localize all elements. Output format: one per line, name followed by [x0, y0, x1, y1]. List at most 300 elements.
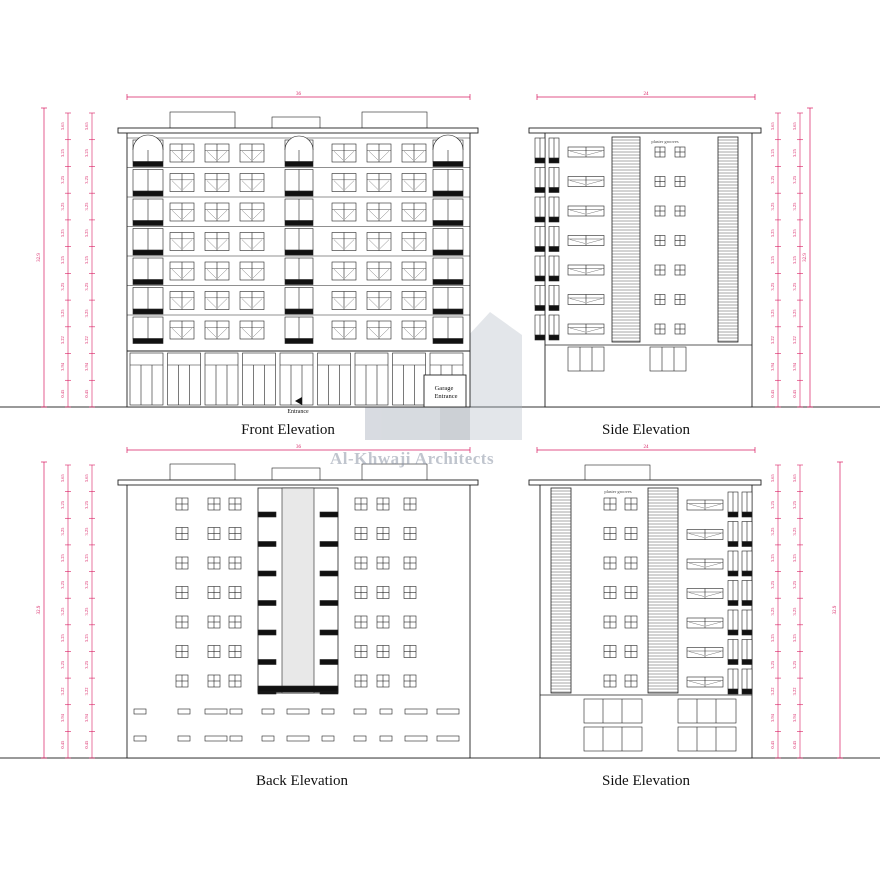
- front-elevation-title: Front Elevation: [241, 422, 335, 438]
- level-label: 3.25: [792, 202, 797, 211]
- side-small-window: [604, 646, 616, 658]
- watermark-text: Al-Khwaji Architects: [330, 449, 495, 468]
- level-label: 3.65: [84, 474, 89, 483]
- level-label: 3.65: [60, 474, 65, 483]
- level-label: 3.22: [770, 687, 775, 696]
- vent-window: [134, 736, 146, 741]
- window: [170, 144, 194, 162]
- window: [205, 203, 229, 221]
- back-window: [176, 528, 188, 540]
- level-label: 3.25: [770, 580, 775, 589]
- back-window: [208, 646, 220, 658]
- side-parapet: [529, 480, 761, 485]
- level-label: 3.22: [60, 687, 65, 696]
- vent-window: [178, 736, 190, 741]
- side-small-window: [655, 147, 665, 157]
- balcony: [285, 258, 313, 285]
- level-label: 3.25: [792, 634, 797, 643]
- balcony: [133, 288, 163, 315]
- back-window: [355, 675, 367, 687]
- level-label: 3.25: [770, 282, 775, 291]
- side-small-window: [625, 587, 637, 599]
- width-dimension: [537, 92, 755, 100]
- width-dimension: [127, 92, 470, 100]
- level-label: 3.25: [792, 607, 797, 616]
- side-window: [568, 265, 604, 275]
- level-label: 3.25: [770, 175, 775, 184]
- storefront-bay: [168, 353, 201, 405]
- back-window: [208, 557, 220, 569]
- garage-label: Garage: [434, 385, 454, 392]
- side-small-window: [675, 206, 685, 216]
- level-label: 3.25: [60, 607, 65, 616]
- side-elevation-title-top: Side Elevation: [602, 422, 690, 438]
- side-small-window: [675, 236, 685, 246]
- back-window: [377, 616, 389, 628]
- side-window: [568, 206, 604, 216]
- level-label: 3.25: [60, 256, 65, 264]
- stair-base: [258, 686, 338, 692]
- back-window: [229, 646, 241, 658]
- back-window: [377, 587, 389, 599]
- stair-band: [258, 630, 276, 635]
- side-balcony-left: [535, 227, 545, 252]
- level-label: 3.25: [84, 527, 89, 536]
- level-label: 0.45: [770, 389, 775, 398]
- level-label: 3.65: [770, 122, 775, 131]
- window: [332, 233, 356, 251]
- side-window: [687, 677, 723, 687]
- back-window: [404, 557, 416, 569]
- vent-window: [287, 709, 309, 714]
- level-label: 3.22: [770, 336, 775, 345]
- back-window: [404, 675, 416, 687]
- level-label: 3.94: [84, 362, 89, 371]
- window: [205, 174, 229, 192]
- side-window: [568, 324, 604, 334]
- window: [402, 203, 426, 221]
- level-label: 3.22: [60, 336, 65, 345]
- level-label: 0.45: [770, 740, 775, 749]
- level-label: 3.25: [60, 634, 65, 643]
- side-small-window: [675, 324, 685, 334]
- side-balcony-right: [728, 522, 738, 547]
- balcony: [285, 288, 313, 315]
- side-window: [568, 295, 604, 305]
- stair-band: [258, 660, 276, 665]
- side-window: [568, 236, 604, 246]
- entrance-label: Entrance: [287, 409, 309, 415]
- vent-window: [205, 709, 227, 714]
- level-label: 3.25: [770, 149, 775, 158]
- window: [170, 203, 194, 221]
- level-label: 3.94: [60, 362, 65, 371]
- back-window: [229, 616, 241, 628]
- side-ground-window: [568, 347, 604, 371]
- window: [367, 292, 391, 310]
- window: [240, 292, 264, 310]
- side-balcony-right-2: [742, 640, 752, 665]
- level-label: 3.25: [770, 309, 775, 318]
- level-label: 3.25: [770, 634, 775, 643]
- level-chain-inner: [792, 465, 803, 758]
- level-label: 3.94: [770, 714, 775, 722]
- back-window: [355, 616, 367, 628]
- storefront-bay: [355, 353, 388, 405]
- side-balcony-right-2: [742, 581, 752, 606]
- window: [367, 321, 391, 339]
- level-label: 3.65: [84, 122, 89, 131]
- stair-band: [258, 542, 276, 547]
- roof-box-right: [362, 112, 427, 128]
- level-label: 3.25: [84, 580, 89, 589]
- stair-band: [320, 542, 338, 547]
- side-parapet: [529, 128, 761, 133]
- level-label: 3.25: [792, 175, 797, 184]
- side-small-window: [604, 587, 616, 599]
- stair-band: [320, 571, 338, 576]
- vent-window: [380, 709, 392, 714]
- window: [332, 144, 356, 162]
- side-balcony-right: [728, 669, 738, 694]
- level-label: 3.25: [60, 660, 65, 669]
- side-ground-window: [678, 699, 736, 723]
- vent-window: [354, 736, 366, 741]
- vent-window: [437, 736, 459, 741]
- dimension-line: [37, 462, 47, 758]
- back-window: [377, 675, 389, 687]
- side-balcony-right-2: [742, 551, 752, 576]
- level-chain-outer: [770, 113, 781, 407]
- side-balcony-right: [728, 610, 738, 635]
- vent-window: [262, 709, 274, 714]
- window: [240, 262, 264, 280]
- dimension-label: 32.9: [833, 605, 838, 615]
- balcony: [433, 199, 463, 226]
- window: [170, 174, 194, 192]
- back-window: [208, 587, 220, 599]
- vent-window: [205, 736, 227, 741]
- side-small-window: [625, 528, 637, 540]
- level-label: 3.22: [792, 336, 797, 345]
- garage-label-2: Entrance: [434, 393, 458, 400]
- stair-band: [320, 512, 338, 517]
- level-chain-inner: [84, 465, 95, 758]
- level-label: 3.25: [60, 554, 65, 563]
- balcony: [133, 199, 163, 226]
- storefront-bay: [130, 353, 163, 405]
- back-window: [229, 557, 241, 569]
- level-chain-outer: [60, 465, 71, 758]
- side-window: [687, 618, 723, 628]
- side-small-window: [675, 177, 685, 187]
- dimension-line: [833, 462, 843, 758]
- window: [205, 144, 229, 162]
- level-label: 3.25: [84, 634, 89, 643]
- side-balcony-left: [535, 256, 545, 281]
- balcony: [433, 229, 463, 256]
- side-small-window: [675, 265, 685, 275]
- side-small-window: [625, 616, 637, 628]
- back-window: [355, 498, 367, 510]
- back-window: [208, 675, 220, 687]
- level-label: 3.25: [60, 501, 65, 509]
- back-window: [377, 557, 389, 569]
- side-balcony-left-2: [549, 138, 559, 163]
- side-ground-window: [584, 727, 642, 751]
- window: [240, 144, 264, 162]
- window: [367, 233, 391, 251]
- back-window: [176, 587, 188, 599]
- balcony: [133, 258, 163, 285]
- window: [402, 262, 426, 280]
- roof-box-center: [272, 117, 320, 129]
- side-balcony-left-2: [549, 256, 559, 281]
- side-balcony-right: [728, 640, 738, 665]
- side-balcony-right-2: [742, 492, 752, 517]
- level-chain-inner: [792, 113, 803, 407]
- balcony: [133, 317, 163, 344]
- vent-window: [380, 736, 392, 741]
- side-small-window: [604, 557, 616, 569]
- window: [240, 174, 264, 192]
- dimension-line: [803, 108, 813, 407]
- stair-band: [320, 630, 338, 635]
- balcony: [285, 199, 313, 226]
- back-window: [229, 587, 241, 599]
- window: [332, 292, 356, 310]
- side-small-window: [655, 265, 665, 275]
- stair-glass: [282, 488, 314, 693]
- level-label: 3.25: [60, 580, 65, 589]
- side-balcony-left: [535, 168, 545, 193]
- side-balcony-right: [728, 581, 738, 606]
- back-window: [208, 616, 220, 628]
- side-window: [568, 177, 604, 187]
- width-dimension: [537, 445, 755, 453]
- storefront-bay: [243, 353, 276, 405]
- level-label: 3.25: [84, 660, 89, 669]
- level-label: 3.94: [84, 714, 89, 722]
- back-window: [229, 528, 241, 540]
- window: [332, 262, 356, 280]
- back-window: [176, 646, 188, 658]
- balcony: [433, 317, 463, 344]
- side-small-window: [655, 295, 665, 305]
- level-label: 0.45: [60, 389, 65, 398]
- level-label: 3.22: [792, 687, 797, 696]
- side-elevation-top: [529, 92, 813, 407]
- stair-band: [320, 660, 338, 665]
- window: [205, 321, 229, 339]
- back-parapet: [118, 480, 478, 485]
- back-elevation: [37, 445, 478, 758]
- level-label: 0.45: [792, 740, 797, 749]
- vent-window: [262, 736, 274, 741]
- back-window: [355, 528, 367, 540]
- side-window: [568, 147, 604, 157]
- storefront-bay: [205, 353, 238, 405]
- side-small-window: [675, 295, 685, 305]
- back-window: [355, 646, 367, 658]
- vent-window: [354, 709, 366, 714]
- level-label: 3.25: [84, 175, 89, 184]
- level-label: 0.45: [84, 740, 89, 749]
- level-label: 3.25: [770, 229, 775, 238]
- side-small-window: [604, 498, 616, 510]
- back-window: [404, 587, 416, 599]
- balcony: [285, 317, 313, 344]
- back-window: [176, 675, 188, 687]
- side-window: [687, 559, 723, 569]
- back-window: [377, 646, 389, 658]
- back-window: [377, 498, 389, 510]
- side-small-window: [625, 675, 637, 687]
- level-label: 3.25: [792, 501, 797, 509]
- stair-band: [258, 571, 276, 576]
- level-label: 3.25: [770, 501, 775, 509]
- side-elevation-bottom: [529, 445, 843, 758]
- dimension-line: [37, 108, 47, 407]
- level-label: 3.25: [84, 554, 89, 563]
- level-label: 3.25: [770, 527, 775, 536]
- side-balcony-right-2: [742, 669, 752, 694]
- vent-window: [437, 709, 459, 714]
- level-label: 3.25: [84, 607, 89, 616]
- window: [240, 203, 264, 221]
- level-label: 3.25: [792, 309, 797, 318]
- side-balcony-left: [535, 286, 545, 311]
- width-label: 36: [296, 445, 301, 450]
- balcony: [433, 258, 463, 285]
- level-label: 3.25: [84, 501, 89, 509]
- back-window: [176, 616, 188, 628]
- back-window: [176, 498, 188, 510]
- balcony: [285, 229, 313, 256]
- side-small-window: [625, 498, 637, 510]
- side-balcony-left: [535, 197, 545, 222]
- width-label: 24: [643, 92, 649, 97]
- side-small-window: [655, 177, 665, 187]
- dimension-label: 32.9: [37, 605, 42, 615]
- side-balcony-left: [535, 138, 545, 163]
- level-label: 3.25: [792, 660, 797, 669]
- side-window: [687, 589, 723, 599]
- side-window: [687, 530, 723, 540]
- side-small-window: [655, 324, 665, 334]
- level-chain-outer: [770, 465, 781, 758]
- roof-box-left: [170, 464, 235, 480]
- window: [170, 321, 194, 339]
- side-ground-window: [584, 699, 642, 723]
- level-label: 3.65: [792, 474, 797, 483]
- window: [367, 174, 391, 192]
- level-label: 3.25: [792, 580, 797, 589]
- back-window: [176, 557, 188, 569]
- level-label: 3.25: [84, 202, 89, 211]
- side-balcony-right: [728, 551, 738, 576]
- side-balcony-left-2: [549, 168, 559, 193]
- window: [332, 174, 356, 192]
- window: [170, 292, 194, 310]
- back-window: [208, 498, 220, 510]
- front-parapet: [118, 128, 478, 133]
- level-label: 3.25: [792, 229, 797, 238]
- back-window: [208, 528, 220, 540]
- back-window: [404, 528, 416, 540]
- side-small-window: [655, 206, 665, 216]
- level-label: 3.25: [770, 202, 775, 211]
- window: [240, 233, 264, 251]
- back-window: [355, 587, 367, 599]
- window: [402, 233, 426, 251]
- width-label: 24: [643, 445, 649, 450]
- side-ground-window: [650, 347, 686, 371]
- side-balcony-right: [728, 492, 738, 517]
- level-label: 3.25: [84, 282, 89, 291]
- window: [205, 262, 229, 280]
- side-small-window: [655, 236, 665, 246]
- level-label: 3.25: [60, 309, 65, 318]
- level-label: 3.25: [792, 256, 797, 264]
- level-label: 3.25: [60, 149, 65, 158]
- level-label: 3.25: [770, 256, 775, 264]
- side-balcony-left: [535, 315, 545, 340]
- plaster-label: plaster grooves: [651, 139, 679, 144]
- level-label: 3.25: [60, 202, 65, 211]
- storefront-bay: [393, 353, 426, 405]
- window: [367, 262, 391, 280]
- side-small-window: [604, 528, 616, 540]
- stair-band: [258, 601, 276, 606]
- side-small-window: [604, 675, 616, 687]
- back-elevation-title: Back Elevation: [255, 773, 349, 789]
- vent-window: [322, 709, 334, 714]
- level-label: 3.22: [84, 687, 89, 696]
- level-label: 3.25: [792, 554, 797, 563]
- level-label: 0.45: [792, 389, 797, 398]
- back-window: [229, 498, 241, 510]
- side-small-window: [604, 616, 616, 628]
- level-label: 3.25: [770, 607, 775, 616]
- vent-window: [230, 736, 242, 741]
- side-balcony-left-2: [549, 315, 559, 340]
- back-window: [404, 646, 416, 658]
- roof-box-left: [170, 112, 235, 128]
- roof-box: [585, 465, 650, 481]
- side-balcony-right-2: [742, 522, 752, 547]
- balcony: [433, 170, 463, 197]
- balcony: [285, 170, 313, 197]
- side-balcony-right-2: [742, 610, 752, 635]
- vent-window: [405, 736, 427, 741]
- window: [240, 321, 264, 339]
- side-window: [687, 500, 723, 510]
- level-label: 3.94: [792, 362, 797, 371]
- window: [402, 292, 426, 310]
- window: [402, 321, 426, 339]
- stair-band: [258, 512, 276, 517]
- window: [170, 233, 194, 251]
- level-label: 3.65: [770, 474, 775, 483]
- width-label: 36: [296, 92, 301, 97]
- back-window: [229, 675, 241, 687]
- louver-panel-left: [612, 137, 640, 342]
- side-elevation-title-bottom: Side Elevation: [602, 773, 690, 789]
- window: [332, 203, 356, 221]
- side-small-window: [625, 557, 637, 569]
- level-label: 0.45: [84, 389, 89, 398]
